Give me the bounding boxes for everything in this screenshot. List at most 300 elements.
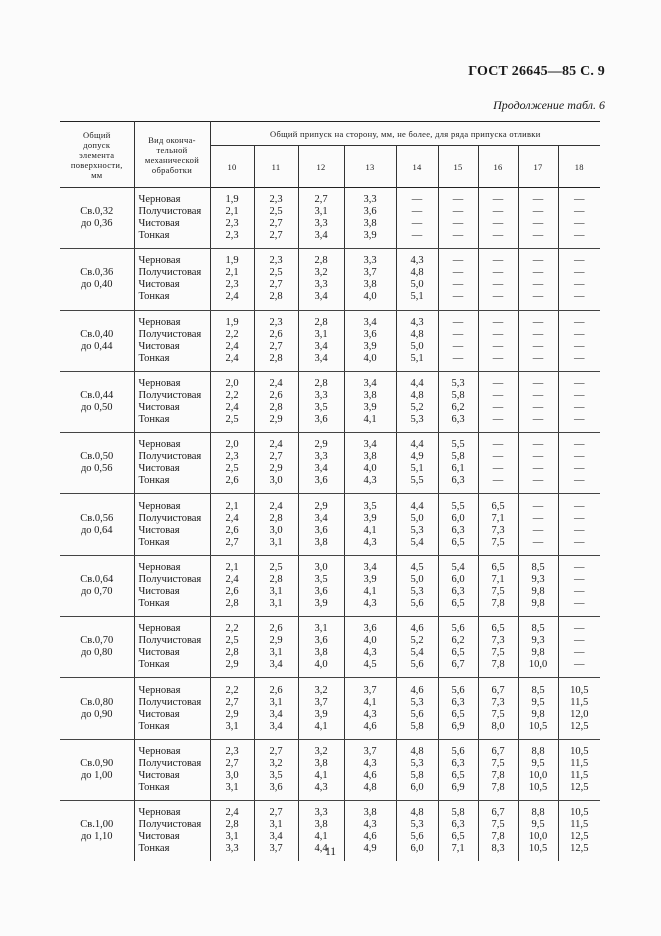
- allowance-value: 3,9: [314, 597, 328, 609]
- allowance-value: 3,9: [363, 573, 377, 585]
- allowance-value: 6,3: [451, 757, 465, 769]
- table-row: [60, 188, 600, 249]
- allowance-value: —: [574, 414, 585, 426]
- allowance-values-series-16: [478, 188, 518, 249]
- allowance-value: —: [532, 524, 544, 536]
- finish-type-list: Черновая Получистовая Чистовая Тонкая: [134, 739, 210, 800]
- allowance-values-series-11: [254, 678, 298, 739]
- allowance-values-series-17: [518, 494, 558, 555]
- allowance-value: 4,3: [363, 475, 377, 487]
- allowance-value: 3,1: [269, 585, 283, 597]
- allowance-value: —: [532, 475, 544, 487]
- allowance-value: 9,3: [531, 573, 545, 585]
- allowance-value: —: [452, 218, 464, 230]
- allowance-values-series-14: [396, 494, 438, 555]
- allowance-value: 9,8: [531, 597, 545, 609]
- allowance-values-series-15: [438, 433, 478, 494]
- allowance-value: 6,3: [451, 414, 465, 426]
- allowance-values-series-18: [558, 433, 600, 494]
- allowance-value: 1,9: [225, 255, 239, 267]
- allowance-value: 3,3: [314, 451, 328, 463]
- allowance-value: —: [492, 378, 504, 390]
- allowance-value: 9,5: [531, 757, 545, 769]
- allowance-values-series-11: [254, 617, 298, 678]
- allowance-value: 11,5: [570, 757, 589, 769]
- allowance-value: —: [532, 352, 544, 364]
- allowance-value: 5,1: [410, 463, 424, 475]
- allowance-value: 4,1: [363, 414, 377, 426]
- allowance-value: 7,5: [491, 819, 505, 831]
- allowance-value: 2,7: [225, 536, 239, 548]
- allowance-values-series-10: [210, 371, 254, 432]
- allowance-value: —: [492, 291, 504, 303]
- allowance-value: —: [574, 378, 585, 390]
- allowance-values-series-10: [210, 739, 254, 800]
- tolerance-range: Св.0,40 до 0,44: [60, 310, 134, 371]
- allowance-values-series-17: [518, 310, 558, 371]
- allowance-value: 6,0: [410, 781, 424, 793]
- allowance-value: 1,9: [225, 194, 239, 206]
- allowance-value: 6,2: [451, 635, 465, 647]
- allowance-value: 3,9: [363, 402, 377, 414]
- allowance-value: 3,8: [314, 536, 328, 548]
- allowance-value: 3,3: [363, 255, 377, 267]
- allowance-value: 5,3: [410, 819, 424, 831]
- allowance-value: —: [532, 402, 544, 414]
- allowance-value: 5,6: [410, 708, 424, 720]
- allowance-value: 3,4: [269, 708, 283, 720]
- allowance-values-series-12: [298, 739, 344, 800]
- allowance-value: 5,8: [451, 451, 465, 463]
- finish-type-list: Черновая Получистовая Чистовая Тонкая: [134, 678, 210, 739]
- allowance-values-series-18: [558, 555, 600, 616]
- page-number: 11: [324, 846, 337, 858]
- allowance-value: 11,5: [570, 769, 589, 781]
- allowance-value: 8,8: [531, 745, 545, 757]
- allowance-value: 2,4: [225, 291, 239, 303]
- tolerance-header: Общий допуск элемента поверхности, мм: [60, 122, 134, 188]
- allowance-values-series-10: [210, 188, 254, 249]
- allowance-values-series-17: [518, 433, 558, 494]
- allowance-value: 4,0: [363, 635, 377, 647]
- allowance-value: 2,2: [225, 328, 239, 340]
- allowance-value: 9,3: [531, 635, 545, 647]
- table-row: [60, 617, 600, 678]
- allowance-value: 5,6: [410, 831, 424, 843]
- allowance-value: —: [532, 291, 544, 303]
- allowance-value: 3,4: [314, 463, 328, 475]
- allowance-value: 3,3: [225, 843, 239, 855]
- finish-type-list: Черновая Получистовая Чистовая Тонкая: [134, 310, 210, 371]
- allowance-value: 2,6: [269, 390, 283, 402]
- allowance-value: 2,5: [269, 206, 283, 218]
- allowance-value: 5,8: [451, 807, 465, 819]
- allowance-value: —: [574, 536, 585, 548]
- allowance-value: 3,1: [225, 831, 239, 843]
- allowance-value: 2,6: [225, 585, 239, 597]
- allowance-values-series-10: [210, 310, 254, 371]
- allowance-value: 6,3: [451, 819, 465, 831]
- allowance-value: 5,0: [410, 512, 424, 524]
- allowance-value: 3,7: [314, 696, 328, 708]
- allowance-value: —: [492, 451, 504, 463]
- allowance-value: 9,8: [531, 585, 545, 597]
- allowance-value: 2,7: [269, 451, 283, 463]
- allowance-value: 2,9: [314, 500, 328, 512]
- allowance-value: 6,5: [491, 500, 505, 512]
- allowance-value: 2,7: [269, 745, 283, 757]
- allowance-values-series-12: [298, 555, 344, 616]
- allowance-value: 5,3: [410, 696, 424, 708]
- allowance-value: 8,5: [531, 561, 545, 573]
- allowance-value: 3,9: [363, 230, 377, 242]
- allowance-value: 3,6: [314, 635, 328, 647]
- allowance-value: —: [532, 414, 544, 426]
- allowance-value: 3,9: [363, 512, 377, 524]
- allowance-value: 4,5: [410, 561, 424, 573]
- allowance-value: 2,2: [225, 390, 239, 402]
- tolerance-range: Св.0,80 до 0,90: [60, 678, 134, 739]
- allowance-value: 5,6: [451, 745, 465, 757]
- allowance-value: 9,8: [531, 708, 545, 720]
- allowance-value: —: [452, 206, 464, 218]
- allowance-value: 5,1: [410, 352, 424, 364]
- allowance-value: —: [574, 194, 585, 206]
- allowance-value: 3,0: [269, 475, 283, 487]
- table-row: [60, 494, 600, 555]
- allowance-values-series-17: [518, 249, 558, 310]
- tolerance-range: Св.0,64 до 0,70: [60, 555, 134, 616]
- allowance-value: 5,8: [410, 720, 424, 732]
- allowance-value: 2,8: [225, 819, 239, 831]
- allowance-value: 2,9: [225, 659, 239, 671]
- allowance-values-series-14: [396, 617, 438, 678]
- allowance-value: 4,9: [410, 451, 424, 463]
- allowance-value: 3,1: [225, 720, 239, 732]
- allowance-values-series-18: [558, 494, 600, 555]
- allowance-value: —: [452, 316, 464, 328]
- allowance-values-series-13: [344, 433, 396, 494]
- allowance-value: —: [532, 463, 544, 475]
- allowance-value: 3,7: [363, 745, 377, 757]
- table-row: [60, 555, 600, 616]
- allowance-value: 5,5: [410, 475, 424, 487]
- series-header-18: 18: [574, 161, 584, 172]
- allowance-value: —: [452, 328, 464, 340]
- allowance-value: —: [411, 218, 423, 230]
- allowance-value: 7,8: [491, 597, 505, 609]
- allowance-value: 3,1: [314, 328, 328, 340]
- allowance-value: —: [452, 291, 464, 303]
- allowance-value: —: [452, 340, 464, 352]
- allowance-values-series-16: [478, 555, 518, 616]
- allowance-value: —: [532, 230, 544, 242]
- allowance-value: 7,8: [491, 781, 505, 793]
- allowance-span-header: Общий припуск на сторону, мм, не более, для ряда припуска отливки: [210, 122, 600, 146]
- allowance-value: —: [574, 402, 585, 414]
- tolerance-range: Св.0,50 до 0,56: [60, 433, 134, 494]
- allowance-value: 5,0: [410, 573, 424, 585]
- allowance-values-series-15: [438, 617, 478, 678]
- allowance-value: —: [452, 255, 464, 267]
- allowance-values-series-15: [438, 678, 478, 739]
- allowance-value: —: [574, 635, 585, 647]
- allowance-value: 3,5: [363, 500, 377, 512]
- allowance-value: 10,0: [528, 659, 548, 671]
- allowance-value: —: [532, 500, 544, 512]
- allowance-value: 5,0: [410, 340, 424, 352]
- allowance-value: 7,3: [491, 635, 505, 647]
- allowance-value: 3,6: [314, 414, 328, 426]
- allowance-value: 3,9: [314, 708, 328, 720]
- allowance-value: 5,5: [451, 500, 465, 512]
- series-header-13: 13: [344, 146, 396, 188]
- allowance-value: 2,8: [269, 291, 283, 303]
- allowance-value: —: [574, 597, 585, 609]
- allowance-value: 4,0: [363, 291, 377, 303]
- allowance-value: 6,0: [410, 843, 424, 855]
- allowance-value: 3,8: [363, 390, 377, 402]
- allowance-value: 2,8: [269, 512, 283, 524]
- allowance-value: 6,7: [491, 807, 505, 819]
- allowance-value: —: [574, 524, 585, 536]
- allowance-value: 4,6: [363, 769, 377, 781]
- allowance-values-series-17: [518, 371, 558, 432]
- allowance-value: 2,9: [225, 708, 239, 720]
- allowance-value: 2,1: [225, 500, 239, 512]
- allowance-value: —: [532, 390, 544, 402]
- allowance-value: —: [532, 316, 544, 328]
- allowance-values-series-12: [298, 310, 344, 371]
- allowance-values-series-18: [558, 617, 600, 678]
- allowance-value: 3,1: [314, 206, 328, 218]
- allowance-value: 7,1: [491, 573, 505, 585]
- allowance-value: 2,4: [225, 807, 239, 819]
- allowance-value: —: [574, 390, 585, 402]
- allowance-value: 3,1: [269, 536, 283, 548]
- allowance-values-series-14: [396, 555, 438, 616]
- allowance-value: 5,8: [451, 390, 465, 402]
- table-row: [60, 371, 600, 432]
- allowance-value: 3,6: [363, 623, 377, 635]
- allowance-values-series-13: [344, 678, 396, 739]
- allowance-value: 4,6: [410, 684, 424, 696]
- allowance-value: 7,5: [491, 757, 505, 769]
- allowance-value: 4,9: [363, 843, 377, 855]
- allowance-value: 2,2: [225, 623, 239, 635]
- allowance-value: 2,3: [225, 230, 239, 242]
- allowance-value: 3,4: [314, 291, 328, 303]
- allowance-value: —: [532, 378, 544, 390]
- allowance-value: 2,8: [269, 573, 283, 585]
- allowance-value: 2,7: [225, 696, 239, 708]
- allowance-value: 12,5: [570, 843, 589, 855]
- finish-type-list: Черновая Получистовая Чистовая Тонкая: [134, 800, 210, 861]
- allowance-value: 2,9: [269, 414, 283, 426]
- allowance-values-series-11: [254, 188, 298, 249]
- allowance-value: 3,4: [314, 340, 328, 352]
- allowance-value: 5,6: [451, 623, 465, 635]
- allowance-value: 4,3: [363, 819, 377, 831]
- allowance-value: 6,5: [451, 597, 465, 609]
- allowance-value: —: [532, 328, 544, 340]
- allowance-value: 8,5: [531, 684, 545, 696]
- allowance-value: —: [574, 573, 585, 585]
- allowance-value: 5,6: [410, 659, 424, 671]
- allowance-value: 2,5: [269, 561, 283, 573]
- allowance-value: 6,7: [451, 659, 465, 671]
- allowance-values-series-12: [298, 678, 344, 739]
- allowance-values-series-17: [518, 555, 558, 616]
- allowance-value: 10,5: [528, 781, 548, 793]
- allowance-value: 10,5: [528, 720, 548, 732]
- allowance-value: 6,5: [451, 708, 465, 720]
- allowance-value: 2,8: [314, 255, 328, 267]
- tolerance-range: Св.0,36 до 0,40: [60, 249, 134, 310]
- allowance-value: 3,8: [363, 451, 377, 463]
- allowance-values-series-12: [298, 188, 344, 249]
- allowance-value: 4,8: [410, 328, 424, 340]
- allowance-value: 3,2: [314, 684, 328, 696]
- allowance-value: —: [574, 218, 585, 230]
- allowance-value: 7,5: [491, 708, 505, 720]
- allowance-value: 2,2: [225, 684, 239, 696]
- allowance-values-series-16: [478, 310, 518, 371]
- allowance-value: 8,5: [531, 623, 545, 635]
- allowance-table: [60, 121, 600, 861]
- tolerance-range: Св.0,70 до 0,80: [60, 617, 134, 678]
- allowance-value: 3,8: [363, 279, 377, 291]
- allowance-value: —: [492, 390, 504, 402]
- allowance-value: —: [574, 647, 585, 659]
- allowance-value: 3,8: [314, 647, 328, 659]
- allowance-values-series-14: [396, 433, 438, 494]
- allowance-values-series-18: [558, 249, 600, 310]
- allowance-values-series-18: [558, 678, 600, 739]
- allowance-value: 10,5: [570, 684, 589, 696]
- allowance-values-series-14: [396, 739, 438, 800]
- allowance-values-series-17: [518, 617, 558, 678]
- allowance-value: 3,7: [363, 684, 377, 696]
- allowance-value: 3,4: [363, 561, 377, 573]
- allowance-value: 2,6: [225, 475, 239, 487]
- allowance-value: 2,5: [269, 267, 283, 279]
- allowance-value: 2,0: [225, 378, 239, 390]
- allowance-values-series-15: [438, 188, 478, 249]
- allowance-value: 10,0: [528, 831, 548, 843]
- allowance-value: 4,0: [363, 352, 377, 364]
- allowance-value: 6,0: [451, 573, 465, 585]
- allowance-value: 10,5: [528, 843, 548, 855]
- allowance-value: 2,4: [269, 378, 283, 390]
- allowance-value: 10,0: [528, 769, 548, 781]
- allowance-value: —: [574, 206, 585, 218]
- allowance-value: 3,8: [363, 218, 377, 230]
- allowance-value: —: [574, 316, 585, 328]
- allowance-value: 4,3: [314, 781, 328, 793]
- allowance-value: 4,3: [363, 757, 377, 769]
- allowance-value: 4,1: [363, 585, 377, 597]
- allowance-value: 9,5: [531, 696, 545, 708]
- allowance-value: 3,2: [269, 757, 283, 769]
- allowance-values-series-15: [438, 739, 478, 800]
- allowance-value: 6,5: [451, 647, 465, 659]
- allowance-value: 2,7: [269, 230, 283, 242]
- allowance-value: —: [532, 536, 544, 548]
- allowance-value: 4,0: [314, 659, 328, 671]
- allowance-values-series-16: [478, 739, 518, 800]
- allowance-value: —: [411, 206, 423, 218]
- allowance-value: 2,4: [225, 512, 239, 524]
- allowance-value: 8,8: [531, 807, 545, 819]
- allowance-value: 8,3: [491, 843, 505, 855]
- allowance-value: —: [452, 352, 464, 364]
- allowance-value: 2,5: [225, 414, 239, 426]
- allowance-value: —: [492, 463, 504, 475]
- allowance-values-series-11: [254, 433, 298, 494]
- allowance-value: 4,1: [314, 831, 328, 843]
- allowance-values-series-13: [344, 555, 396, 616]
- allowance-values-series-15: [438, 310, 478, 371]
- allowance-value: 3,5: [269, 769, 283, 781]
- series-header-14: 14: [396, 146, 438, 188]
- allowance-values-series-12: [298, 617, 344, 678]
- table-row: [60, 433, 600, 494]
- series-header-15: 15: [438, 146, 478, 188]
- allowance-value: 6,3: [451, 475, 465, 487]
- series-header-12: 12: [298, 146, 344, 188]
- allowance-values-series-16: [478, 678, 518, 739]
- allowance-value: 4,3: [410, 316, 424, 328]
- allowance-value: —: [492, 402, 504, 414]
- allowance-values-series-17: [518, 739, 558, 800]
- allowance-value: 4,3: [363, 647, 377, 659]
- table-row: [60, 249, 600, 310]
- tolerance-range: Св.0,32 до 0,36: [60, 188, 134, 249]
- allowance-value: 2,8: [225, 647, 239, 659]
- allowance-value: 3,0: [269, 524, 283, 536]
- allowance-value: 4,3: [363, 597, 377, 609]
- finish-type-list: Черновая Получистовая Чистовая Тонкая: [134, 555, 210, 616]
- allowance-value: —: [492, 439, 504, 451]
- allowance-value: 10,5: [570, 745, 589, 757]
- allowance-value: 2,8: [314, 316, 328, 328]
- allowance-value: 7,1: [491, 512, 505, 524]
- allowance-value: 4,6: [363, 720, 377, 732]
- allowance-value: 3,1: [269, 647, 283, 659]
- allowance-value: —: [574, 279, 585, 291]
- allowance-value: 8,0: [491, 720, 505, 732]
- allowance-value: 2,3: [269, 316, 283, 328]
- allowance-value: 2,9: [314, 439, 328, 451]
- allowance-value: 4,8: [410, 745, 424, 757]
- allowance-value: —: [492, 475, 504, 487]
- allowance-value: 3,3: [314, 279, 328, 291]
- allowance-value: 5,4: [410, 536, 424, 548]
- allowance-value: 3,6: [314, 585, 328, 597]
- allowance-values-series-14: [396, 310, 438, 371]
- allowance-values-series-11: [254, 494, 298, 555]
- allowance-values-series-10: [210, 617, 254, 678]
- allowance-value: —: [532, 512, 544, 524]
- allowance-value: —: [574, 340, 585, 352]
- allowance-value: 2,8: [314, 378, 328, 390]
- allowance-value: 2,4: [225, 340, 239, 352]
- allowance-value: 5,6: [451, 684, 465, 696]
- allowance-value: 5,3: [451, 378, 465, 390]
- allowance-value: —: [532, 255, 544, 267]
- allowance-value: —: [574, 328, 585, 340]
